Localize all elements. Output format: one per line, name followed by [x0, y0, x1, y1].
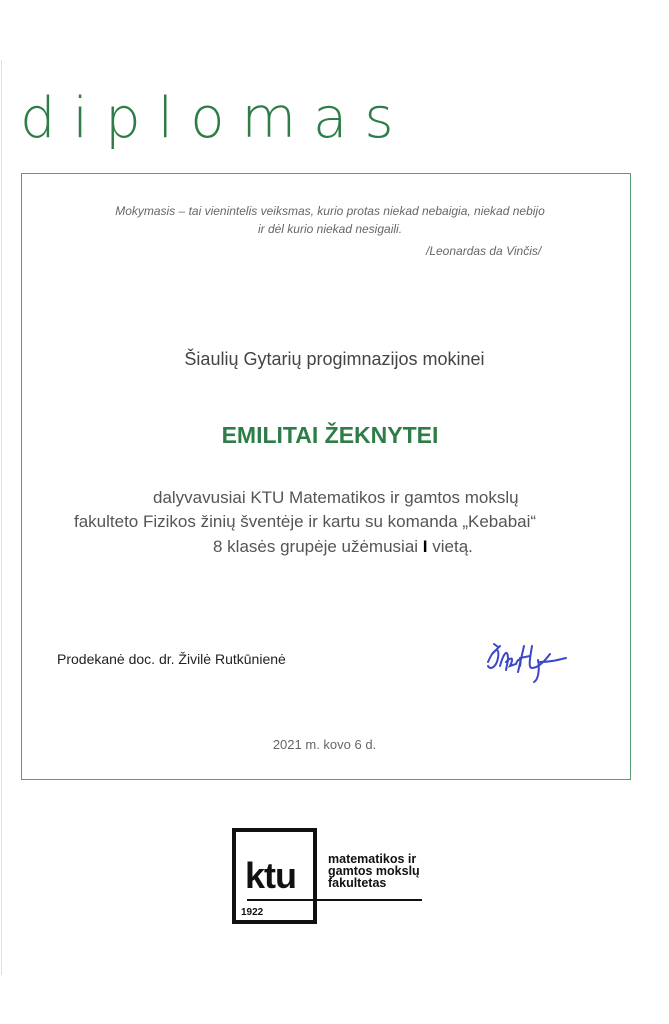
faculty-line: matematikos ir — [328, 852, 417, 866]
ktu-logo-mark: ktu — [245, 855, 296, 896]
document-title: diplomas — [20, 86, 411, 151]
quote-author: /Leonardas da Vinčis/ — [426, 244, 542, 258]
body-line-3-post: vietą. — [427, 537, 473, 556]
body-line-3-pre: 8 klasės grupėje užėmusiai — [213, 537, 423, 556]
issue-date: 2021 m. kovo 6 d. — [272, 737, 377, 752]
quote-line-1: Mokymasis – tai vienintelis veiksmas, kurio protas niekad nebaigia, niekad nebijo — [115, 204, 545, 218]
body-line-1: dalyvavusiai KTU Matematikos ir gamtos mokslų — [153, 488, 519, 507]
signature — [484, 640, 570, 684]
place-value: I — [422, 537, 428, 556]
school-line: Šiaulių Gytarių progimnazijos mokinei — [184, 349, 485, 369]
page-edge — [1, 60, 2, 975]
body-line-3 — [213, 537, 473, 557]
logo-year: 1922 — [241, 907, 264, 918]
quote-line-2: ir dėl kurio niekad nesigaili. — [257, 222, 403, 236]
faculty-line: gamtos mokslų — [328, 864, 420, 878]
faculty-line: fakultetas — [328, 876, 387, 890]
signer-name: Prodekanė doc. dr. Živilė Rutkūnienė — [57, 651, 286, 667]
logo-rule — [247, 899, 422, 901]
faculty-name — [328, 853, 420, 889]
diploma-frame — [21, 173, 631, 780]
body-line-2: fakulteto Fizikos žinių šventėje ir kartu su komanda „Kebabai“ — [74, 512, 537, 531]
recipient-name: EMILITAI ŽEKNYTEI — [221, 422, 439, 448]
